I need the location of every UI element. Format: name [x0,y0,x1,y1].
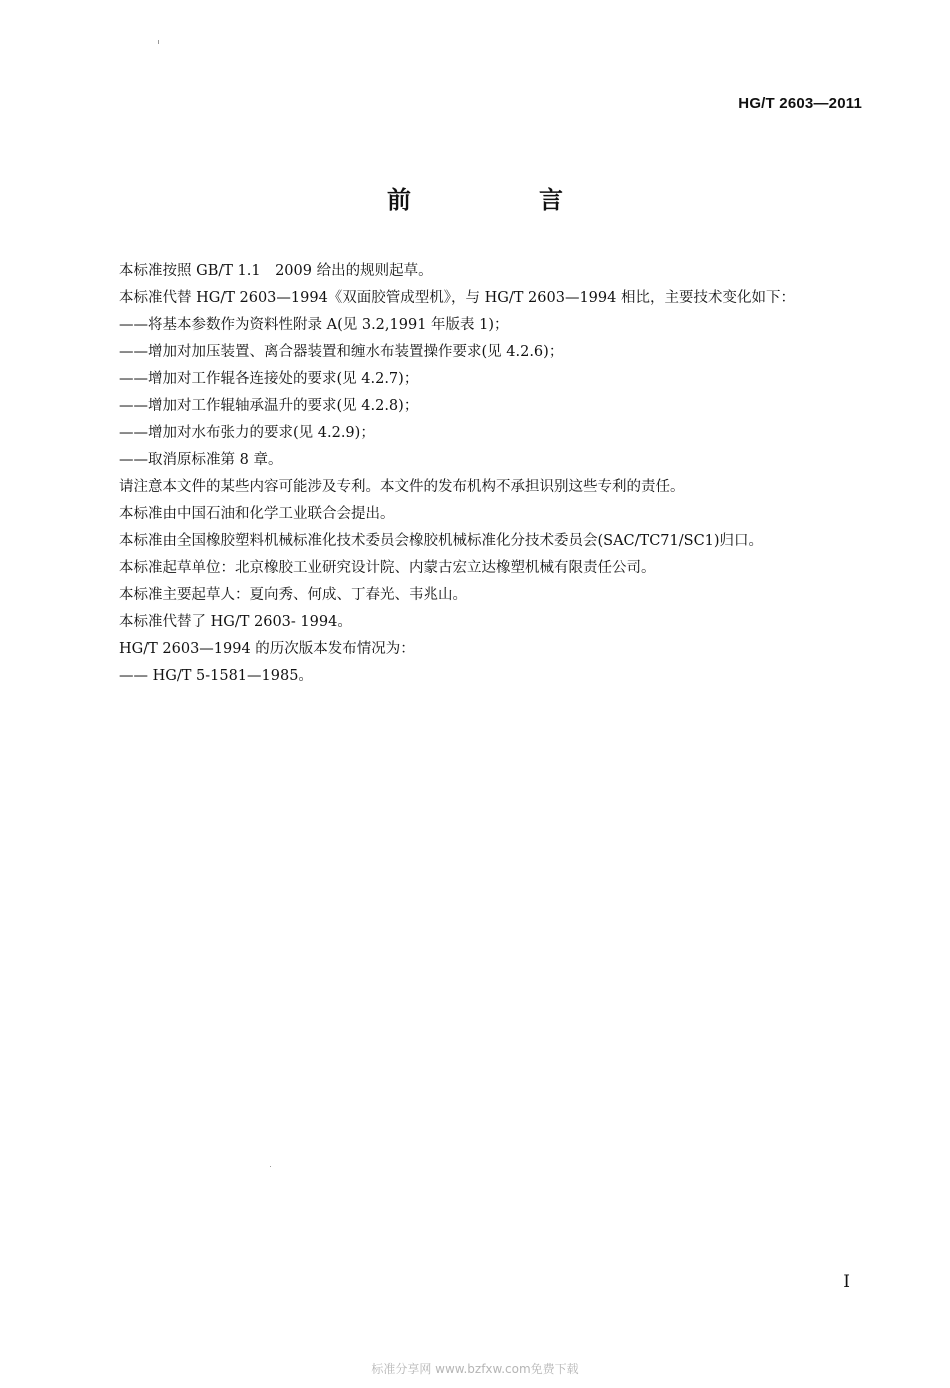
list-item-change-2: ——增加对加压装置、离合器装置和缠水布装置操作要求(见 4.2.6)； [119,344,564,360]
paragraph-drafters: 本标准主要起草人：夏向秀、何成、丁春光、韦兆山。 [119,587,467,603]
paragraph-replacement: 本标准代替 HG/T 2603—1994《双面胶管成型机》，与 HG/T 2603—1994 相比，主要技术变化如下： [119,290,795,306]
list-item-change-5: ——增加对水布张力的要求(见 4.2.9)； [119,425,375,441]
paragraph-patent-notice: 请注意本文件的某些内容可能涉及专利。本文件的发布机构不承担识别这些专利的责任。 [119,479,685,495]
list-item-change-6: ——取消原标准第 8 章。 [119,452,283,468]
list-item-change-4: ——增加对工作辊轴承温升的要求(见 4.2.8)； [119,398,419,414]
scan-speck [158,40,159,44]
paragraph-replaced: 本标准代替了 HG/T 2603- 1994。 [119,614,352,630]
paragraph-drafting-units: 本标准起草单位：北京橡胶工业研究设计院、内蒙古宏立达橡塑机械有限责任公司。 [119,560,656,576]
paragraph-proposer: 本标准由中国石油和化学工业联合会提出。 [119,506,395,522]
list-item-change-1: ——将基本参数作为资料性附录 A(见 3.2,1991 年版表 1)； [119,317,509,333]
page-title: 前 言 [387,186,615,214]
paragraph-drafting-rules: 本标准按照 GB/T 1.1 2009 给出的规则起草。 [119,263,433,279]
foreword-body [86,258,866,690]
footer-watermark: 标准分享网 www.bzfxw.com免费下载 [371,1362,579,1376]
list-item-change-3: ——增加对工作辊各连接处的要求(见 4.2.7)； [119,371,419,387]
paragraph-committee: 本标准由全国橡胶塑料机械标准化技术委员会橡胶机械标准化分技术委员会(SAC/TC71/SC1)归口。 [119,533,764,549]
list-item-history-1: —— HG/T 5-1581—1985。 [119,668,313,684]
standard-code: HG/T 2603—2011 [738,95,862,112]
paragraph-history-intro: HG/T 2603—1994 的历次版本发布情况为： [119,641,415,657]
page-number: I [843,1272,850,1292]
scan-speck [270,1166,271,1167]
